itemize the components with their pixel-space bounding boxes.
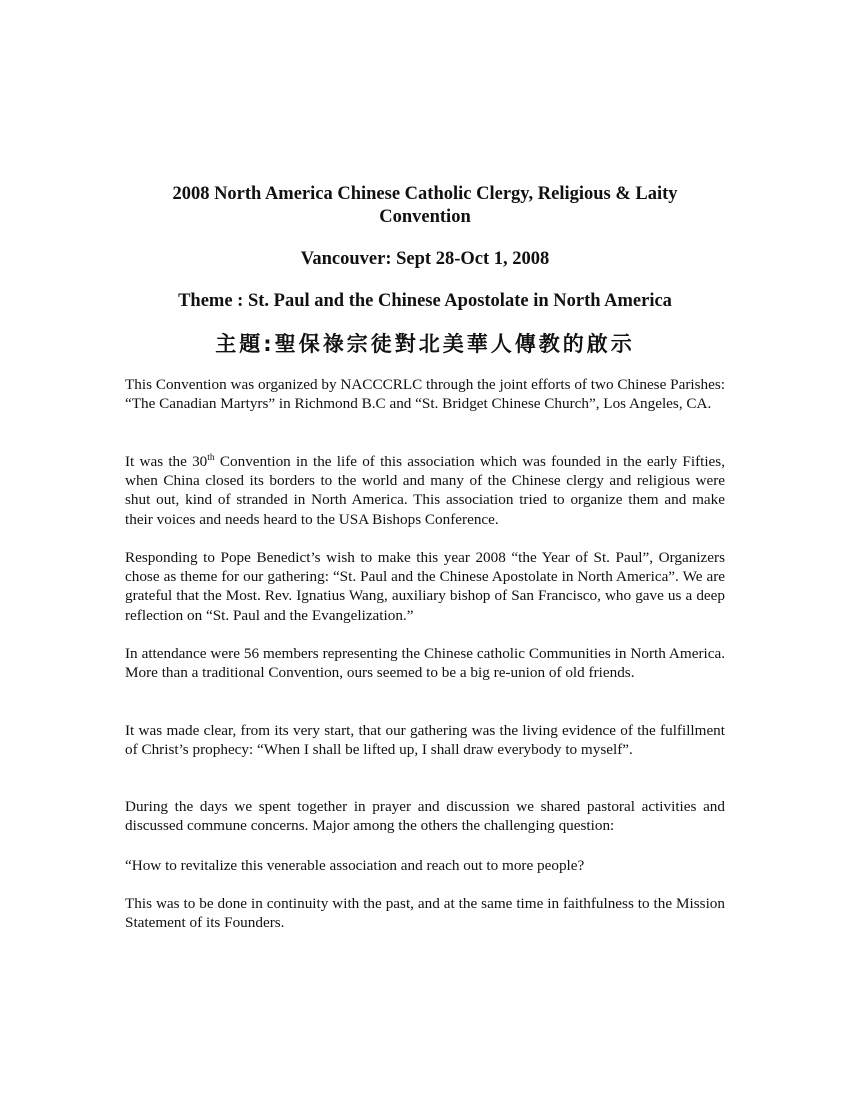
theme-heading-chinese: 主題:聖保祿宗徒對北美華人傳教的啟示 — [215, 332, 635, 356]
theme-heading: Theme : St. Paul and the Chinese Apostolate in North America — [178, 291, 672, 311]
document-title: 2008 North America Chinese Catholic Clergy, Religious & Laity Convention — [172, 184, 678, 227]
paragraph-prophecy: It was made clear, from its very start, that our gathering was the living evidence of the fulfillment of Christ’s prophecy: “When I shall be lifted up, I shall draw everybody to myself”. — [125, 722, 725, 759]
paragraph-theme-reason: Responding to Pope Benedict’s wish to make this year 2008 “the Year of St. Paul”, Organizers chose as theme for our gathering: “St. Paul and the Chinese Apostolate in North America”. We are grateful that the Most. Rev. Ignatius Wang, auxiliary bishop of San Francisco, who gave us a deep reflection on “St. Paul and the Evangelization.” — [125, 549, 725, 624]
paragraph-continuity: This was to be done in continuity with the past, and at the same time in faithfulness to the Mission Statement of its Founders. — [125, 895, 725, 932]
paragraph-attendance: In attendance were 56 members representing the Chinese catholic Communities in North America. More than a traditional Convention, ours seemed to be a big re-union of old friends. — [125, 645, 725, 682]
paragraph-discussion: During the days we spent together in prayer and discussion we shared pastoral activities and discussed commune concerns. Major among the others the challenging question: — [125, 798, 725, 835]
history-text-rest: Convention in the life of this association which was founded in the early Fifties, when China closed its borders to the world and many of the Chinese clergy and religious were shut out, kind of stranded in North America. This association tried to organize them and make their voices and needs heard to the USA Bishops Conference. — [125, 453, 726, 528]
paragraph-question: “How to revitalize this venerable association and reach out to more people? — [125, 857, 585, 874]
history-text-start: It was the 30 — [125, 453, 208, 470]
ordinal-suffix: th — [207, 453, 215, 463]
venue-dates: Vancouver: Sept 28-Oct 1, 2008 — [300, 249, 550, 269]
paragraph-organizers: This Convention was organized by NACCCRLC through the joint efforts of two Chinese Parishes: “The Canadian Martyrs” in Richmond B.C and “St. Bridget Chinese Church”, Los Angeles, CA. — [125, 376, 725, 413]
paragraph-history — [125, 452, 725, 529]
